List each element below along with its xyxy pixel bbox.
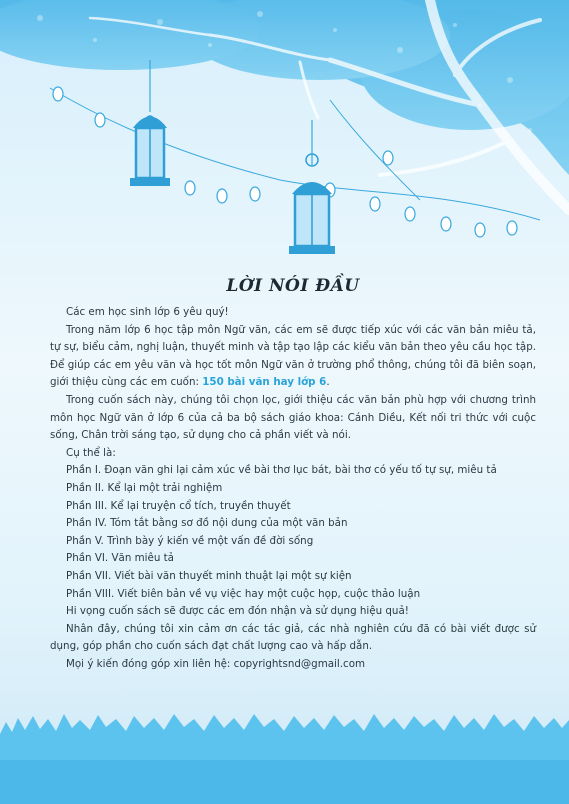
intro-text: Trong năm lớp 6 học tập môn Ngữ văn, các em sẽ được tiếp xúc với các văn bản miêu tả, tự sự, biểu cảm, nghị luận, thuyết minh và tập tạo lập các kiểu văn bản theo yêu cầu học tập. Để giúp các em yêu văn và học tốt môn Ngữ văn ở trường phổ thông, chúng tôi đã biên soạn, giới thiệu cùng các em cuốn:	[50, 323, 536, 389]
tree-canopy	[0, 0, 569, 175]
section-item: Phần VI. Văn miêu tả	[66, 552, 174, 565]
book-title: 150 bài văn hay lớp 6	[202, 376, 327, 389]
grass-border	[0, 714, 569, 804]
section-item: Phần III. Kể lại truyện cổ tích, truyền thuyết	[66, 499, 291, 512]
intro-paragraph	[50, 322, 536, 392]
preface-content	[50, 276, 536, 673]
lantern-left	[130, 60, 170, 186]
section-item: Phần VII. Viết bài văn thuyết minh thuật lại một sự kiện	[66, 569, 352, 582]
section-item: Phần V. Trình bày ý kiến về một vấn đề đời sống	[66, 534, 314, 547]
section-item: Phần I. Đoạn văn ghi lại cảm xúc về bài thơ lục bát, bài thơ có yếu tố tự sự, miêu tả	[66, 464, 497, 477]
contact-paragraph: Mọi ý kiến đóng góp xin liên hệ: copyrightsnd@gmail.com	[66, 657, 366, 670]
preface-body	[50, 304, 536, 673]
greeting-paragraph: Các em học sinh lớp 6 yêu quý!	[66, 306, 229, 318]
page-title: LỜI NÓI ĐẦU	[226, 276, 360, 296]
details-heading: Cụ thể là:	[66, 446, 116, 459]
contents-paragraph: Trong cuốn sách này, chúng tôi chọn lọc, giới thiệu các văn bản phù hợp với chương trình môn học Ngữ văn ở lớp 6 của cả ba bộ sách giáo khoa: Cánh Diều, Kết nối tri thức với cuộc sống, Chân trời sáng tạo, sử dụng cho cả phần viết và nói.	[50, 393, 536, 442]
thanks-paragraph: Nhân đây, chúng tôi xin cảm ơn các tác giả, các nhà nghiên cứu đã có bài viết được sử dụng, góp phần cho cuốn sách đạt chất lượng cao và hấp dẫn.	[50, 622, 536, 653]
book-title-end: .	[326, 376, 330, 389]
section-item: Phần II. Kể lại một trải nghiệm	[66, 481, 223, 494]
hope-paragraph: Hi vọng cuốn sách sẽ được các em đón nhận và sử dụng hiệu quả!	[66, 605, 409, 618]
section-item: Phần IV. Tóm tắt bằng sơ đồ nội dung của một văn bản	[66, 517, 348, 530]
section-item: Phần VIII. Viết biên bản về vụ việc hay một cuộc họp, cuộc thảo luận	[66, 587, 421, 600]
